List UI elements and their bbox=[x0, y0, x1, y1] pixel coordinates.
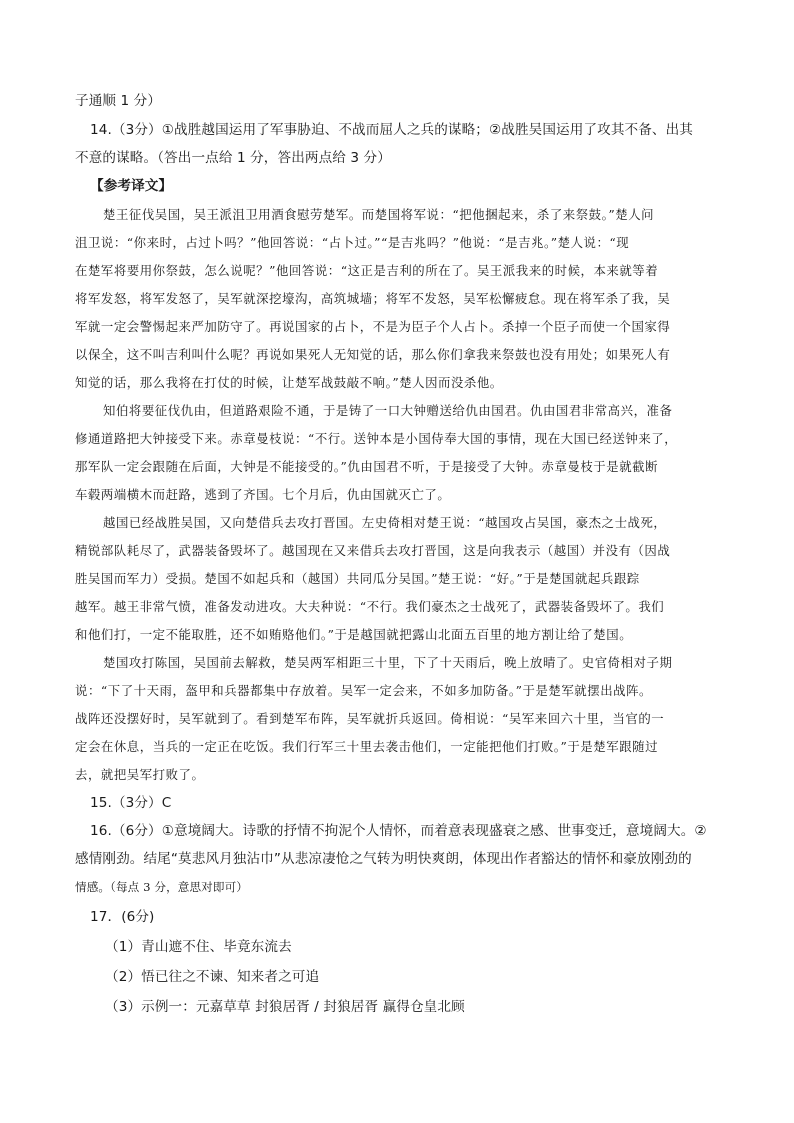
answer-17-heading: 17．(6分) bbox=[90, 909, 155, 925]
translation-paragraph-3-line-3: 胜吴国而军力）受损。楚国不如起兵和（越国）共同瓜分吴国。”楚王说：“好。”于是楚国就起兵跟踪 bbox=[75, 571, 640, 586]
translation-paragraph-1-line-3: 在楚军将要用你祭鼓，怎么说呢？”他回答说：“这正是吉利的所在了。吴王派我来的时候，本来就等着 bbox=[75, 263, 659, 278]
answer-17-item-3: （3）示例一：元嘉草草 封狼居胥 / 封狼居胥 赢得仓皇北顾 bbox=[105, 999, 465, 1015]
translation-paragraph-4-line-1: 楚国攻打陈国，吴国前去解救，楚吴两军相距三十里，下了十天雨后，晚上放晴了。史官倚相对子期 bbox=[103, 655, 673, 670]
translation-paragraph-3-line-4: 越军。越王非常气愤，准备发动进攻。大夫种说：“不行。我们豪杰之士战死了，武器装备毁坏了。我们 bbox=[75, 599, 665, 614]
translation-paragraph-2-line-3: 那军队一定会跟随在后面，大钟是不能接受的。”仇由国君不听，于是接受了大钟。赤章曼枝于是就截断 bbox=[75, 459, 659, 474]
translation-paragraph-1-line-2: 沮卫说：“你来时，占过卜吗？”他回答说：“占卜过。”“是吉兆吗？”他说：“是吉兆。”楚人说：“现 bbox=[75, 235, 630, 250]
translation-paragraph-4-line-3: 战阵还没摆好时，吴军就到了。看到楚军布阵，吴军就折兵返回。倚相说：“吴军来回六十里，当官的一 bbox=[75, 711, 665, 726]
answer-16-line-1: 16.（6分）①意境阔大。诗歌的抒情不拘泥个人情怀，而着意表现盛衰之感、世事变迁，意境阔大。② bbox=[90, 823, 707, 839]
translation-paragraph-1-line-5: 军就一定会警惕起来严加防守了。再说国家的占卜，不是为臣子个人占卜。杀掉一个臣子而使一个国家得 bbox=[75, 319, 671, 334]
section-heading-reference-translation: 【参考译文】 bbox=[90, 178, 173, 194]
translation-paragraph-1-line-1: 楚王征伐吴国，吴王派沮卫用酒食慰劳楚军。而楚国将军说：“把他捆起来，杀了来祭鼓。”楚人问 bbox=[103, 207, 655, 222]
answer-14-line-1: 14.（3分）①战胜越国运用了军事胁迫、不战而屈人之兵的谋略；②战胜吴国运用了攻其不备、出其 bbox=[90, 122, 693, 138]
answer-17-item-2: （2）悟已往之不谏、知来者之可追 bbox=[105, 969, 320, 985]
translation-paragraph-2-line-1: 知伯将要征伐仇由，但道路艰险不通，于是铸了一口大钟赠送给仇由国君。仇由国君非常高兴，准备 bbox=[103, 403, 673, 418]
translation-paragraph-2-line-2: 修通道路把大钟接受下来。赤章曼枝说：“不行。送钟本是小国侍奉大国的事情，现在大国已经送钟来了， bbox=[75, 431, 678, 446]
answer-16-line-3: 情感。（每点 3 分，意思对即可） bbox=[75, 880, 248, 894]
answer-17-item-1: （1）青山遮不住、毕竟东流去 bbox=[105, 939, 292, 955]
translation-paragraph-1-line-6: 以保全，这不叫吉利叫什么呢？再说如果死人无知觉的话，那么你们拿我来祭鼓也没有用处；如果死人有 bbox=[75, 347, 671, 362]
translation-paragraph-4-line-5: 去，就把吴军打败了。 bbox=[75, 767, 205, 782]
translation-paragraph-4-line-4: 定会在休息，当兵的一定正在吃饭。我们行军三十里去袭击他们，一定能把他们打败。”于是楚军跟随过 bbox=[75, 739, 659, 754]
answer-line-continuation: 子通顺 1 分） bbox=[75, 93, 162, 109]
answer-14-line-2: 不意的谋略。（答出一点给 1 分，答出两点给 3 分） bbox=[75, 150, 391, 166]
answer-15: 15.（3分）C bbox=[90, 795, 172, 811]
translation-paragraph-3-line-1: 越国已经战胜吴国，又向楚借兵去攻打晋国。左史倚相对楚王说：“越国攻占吴国，豪杰之士战死， bbox=[103, 515, 667, 530]
translation-paragraph-2-line-4: 车毂两端横木而赶路，逃到了齐国。七个月后，仇由国就灭亡了。 bbox=[75, 487, 451, 502]
translation-paragraph-4-line-2: 说：“下了十天雨，盔甲和兵器都集中存放着。吴军一定会来，不如多加防备。”于是楚军就摆出战阵。 bbox=[75, 683, 652, 698]
answer-16-line-2: 感情刚劲。结尾“莫悲风月独沾巾”从悲凉凄怆之气转为明快爽朗，体现出作者豁达的情怀和豪放刚劲的 bbox=[75, 851, 692, 867]
translation-paragraph-1-line-4: 将军发怒，将军发怒了，吴军就深挖壕沟，高筑城墙；将军不发怒，吴军松懈疲怠。现在将军杀了我，吴 bbox=[75, 291, 671, 306]
translation-paragraph-3-line-2: 精锐部队耗尽了，武器装备毁坏了。越国现在又来借兵去攻打晋国，这是向我表示（越国）并没有（因战 bbox=[75, 543, 671, 558]
translation-paragraph-3-line-5: 和他们打，一定不能取胜，还不如贿赂他们。”于是越国就把露山北面五百里的地方割让给了楚国。 bbox=[75, 627, 633, 642]
translation-paragraph-1-line-7: 知觉的话，那么我将在打仗的时候，让楚军战鼓敲不响。”楚人因而没杀他。 bbox=[75, 375, 503, 390]
